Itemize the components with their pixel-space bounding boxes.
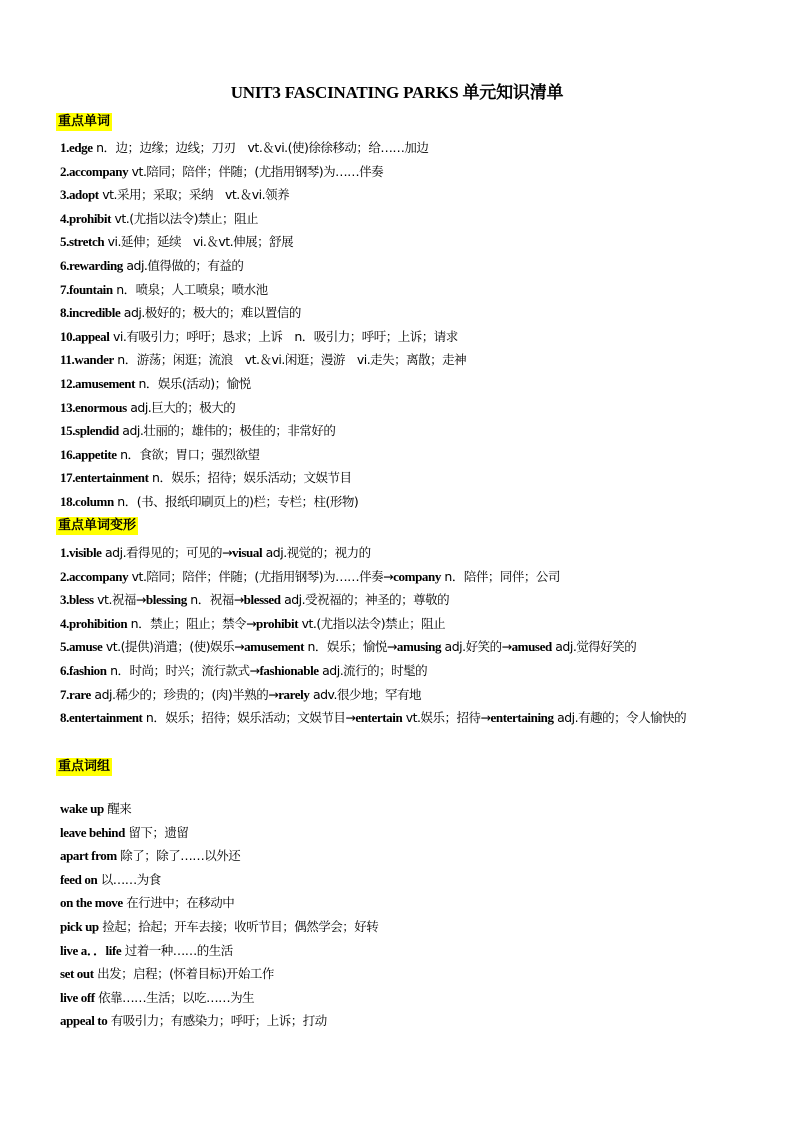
word-entry <box>60 419 750 443</box>
word-entry <box>60 278 750 302</box>
word-term: 15.splendid <box>60 423 119 439</box>
word-form-term: amusement <box>244 639 305 655</box>
word-entry <box>60 396 750 420</box>
word-entry <box>60 443 750 467</box>
word-form-text: n．娱乐；愉悦→ <box>304 639 397 655</box>
phrase-meaning: 捡起；拾起；开车去接；收听节目；偶然学会；好转 <box>98 918 379 934</box>
word-form-text: adj.觉得好笑的 <box>551 639 637 655</box>
word-definition: vi.延伸；延续 vi.＆vt.伸展；舒展 <box>104 234 294 250</box>
phrase-term: on the move <box>60 895 123 911</box>
word-form-term: 3.bless <box>60 592 94 608</box>
phrase-term: pick up <box>60 918 99 934</box>
word-term: 3.adopt <box>60 187 99 203</box>
phrase-term: feed on <box>60 871 98 887</box>
word-form-entry <box>60 635 750 659</box>
section-heading-key-words: 重点单词 <box>58 114 111 129</box>
word-definition: n．食欲；胃口；强烈欲望 <box>116 446 260 462</box>
word-definition: adj.巨大的；极大的 <box>126 399 236 415</box>
word-form-term: 1.visible <box>60 545 102 560</box>
word-form-term: 8.entertainment <box>60 710 143 726</box>
word-entry <box>60 490 750 514</box>
word-form-term: 2.accompany <box>60 568 129 584</box>
word-form-text: adj.好笑的→ <box>441 639 512 655</box>
word-form-text: vt.(提供)消遣；(使)娱乐→ <box>102 639 245 655</box>
phrase-meaning: 过着一种……的生活 <box>121 942 233 958</box>
word-term: 7.fountain <box>60 281 113 297</box>
word-form-term: prohibit <box>256 615 299 631</box>
phrase-term: live off <box>60 989 95 1005</box>
word-entry <box>60 372 750 396</box>
word-form-term: 6.fashion <box>60 662 107 678</box>
word-term: 18.column <box>60 493 114 509</box>
word-form-text: adj.看得见的；可见的→ <box>101 545 233 560</box>
word-definition: n．娱乐(活动)；愉悦 <box>135 375 251 391</box>
word-form-entry <box>60 659 750 683</box>
word-form-term: blessing <box>145 592 187 608</box>
word-entry <box>60 325 750 349</box>
word-entry <box>60 136 750 160</box>
word-form-text: vt.娱乐；招待→ <box>402 710 491 726</box>
word-form-text: n．时尚；时兴；流行款式→ <box>106 662 260 678</box>
word-term: 8.incredible <box>60 305 121 321</box>
word-term: 5.stretch <box>60 234 105 250</box>
word-definition: n．喷泉；人工喷泉；喷水池 <box>112 281 268 297</box>
word-form-text: adv.很少地；罕有地 <box>309 686 421 702</box>
word-term: 10.appeal <box>60 328 110 344</box>
word-definition: adj.值得做的；有益的 <box>122 257 244 273</box>
word-form-text: vt.祝福→ <box>93 592 146 608</box>
word-term: 11.wander <box>60 352 114 368</box>
phrase-term: appeal to <box>60 1013 108 1029</box>
word-form-entry <box>60 612 750 636</box>
word-form-text: adj.流行的；时髦的 <box>318 662 428 678</box>
word-definition: vt.采用；采取；采纳 vt.＆vi.领养 <box>98 187 290 203</box>
word-form-text: n．娱乐；招待；娱乐活动；文娱节目→ <box>142 710 356 726</box>
phrase-entry <box>60 1009 750 1033</box>
word-form-text: adj.稀少的；珍贵的；(肉)半熟的→ <box>90 686 279 702</box>
word-term: 1.edge <box>60 140 93 155</box>
word-entry <box>60 254 750 278</box>
phrase-entry <box>60 915 750 939</box>
word-form-entry <box>60 565 750 589</box>
phrase-entry <box>60 986 750 1010</box>
word-term: 17.entertainment <box>60 470 149 486</box>
phrase-term: leave behind <box>60 824 125 840</box>
word-form-term: amusing <box>396 639 442 655</box>
phrase-entry <box>60 821 750 845</box>
phrase-entry <box>60 939 750 963</box>
word-form-text: adj.受祝福的；神圣的；尊敬的 <box>280 592 450 608</box>
word-form-term: amused <box>511 639 552 655</box>
word-term: 4.prohibit <box>60 210 112 226</box>
word-form-term: rarely <box>278 686 310 702</box>
word-form-term: 4.prohibition <box>60 615 128 631</box>
word-form-text: vt.(尤指以法令)禁止；阻止 <box>298 615 446 631</box>
word-entry <box>60 348 750 372</box>
phrase-meaning: 留下；遗留 <box>124 824 189 840</box>
phrase-entry <box>60 962 750 986</box>
word-entry <box>60 160 750 184</box>
word-term: 16.appetite <box>60 446 117 462</box>
word-form-entry <box>60 683 750 707</box>
word-form-entry <box>60 588 750 612</box>
key-words-list <box>60 136 750 514</box>
word-definition: n．娱乐；招待；娱乐活动；文娱节目 <box>148 470 352 486</box>
word-form-text: n．陪伴；同伴；公司 <box>440 568 560 584</box>
word-term: 2.accompany <box>60 163 129 179</box>
word-form-text: vt.陪同；陪伴；伴随；(尤指用钢琴)为……伴奏→ <box>128 568 394 584</box>
phrase-entry <box>60 868 750 892</box>
word-form-term: fashionable <box>259 662 319 678</box>
word-forms-list <box>60 541 750 730</box>
word-definition: n．(书、报纸印刷页上的)栏；专栏；柱(形物) <box>113 493 359 509</box>
word-term: 12.amusement <box>60 375 135 391</box>
word-term: 6.rewarding <box>60 257 123 273</box>
word-definition: vi.有吸引力；呼吁；恳求；上诉 n．吸引力；呼吁；上诉；请求 <box>109 328 458 344</box>
word-definition: n．游荡；闲逛；流浪 vt.＆vi.闲逛；漫游 vi.走失；离散；走神 <box>113 352 467 368</box>
phrase-meaning: 在行进中；在移动中 <box>122 895 235 911</box>
word-form-term: visual <box>232 545 263 560</box>
phrase-term: set out <box>60 966 94 982</box>
word-form-text: n．禁止；阻止；禁令→ <box>127 615 257 631</box>
word-form-term: entertain <box>355 710 403 726</box>
word-definition: n．边；边缘；边线；刀刃 vt.＆vi.(使)徐徐移动；给……加边 <box>92 140 429 155</box>
word-entry <box>60 301 750 325</box>
phrase-entry <box>60 797 750 821</box>
word-term: 13.enormous <box>60 399 127 415</box>
phrase-meaning: 出发；启程；(怀着目标)开始工作 <box>93 966 274 982</box>
word-form-term: entertaining <box>490 710 554 726</box>
word-form-term: company <box>393 568 441 584</box>
section-heading-word-forms: 重点单词变形 <box>58 518 137 533</box>
word-entry <box>60 466 750 490</box>
word-form-term: 5.amuse <box>60 639 103 655</box>
key-phrases-list <box>60 797 750 1033</box>
word-entry <box>60 207 750 231</box>
word-form-entry <box>60 541 750 565</box>
section-heading-key-phrases: 重点词组 <box>58 759 111 774</box>
phrase-meaning: 醒来 <box>103 801 132 816</box>
phrase-entry <box>60 891 750 915</box>
word-form-text: adj.有趣的；令人愉快的 <box>553 710 687 726</box>
phrase-term: apart from <box>60 848 117 864</box>
phrase-meaning: 有吸引力；有感染力；呼吁；上诉；打动 <box>107 1013 327 1029</box>
page-title: UNIT3 FASCINATING PARKS 单元知识清单 <box>230 83 564 102</box>
word-form-term: 7.rare <box>60 686 91 702</box>
phrase-meaning: 依靠……生活；以吃……为生 <box>94 989 255 1005</box>
word-form-text: n．祝福→ <box>186 592 244 608</box>
word-definition: adj.壮丽的；雄伟的；极佳的；非常好的 <box>118 423 336 439</box>
word-definition: vt.(尤指以法令)禁止；阻止 <box>111 210 259 226</box>
phrase-meaning: 除了；除了……以外还 <box>116 848 241 864</box>
word-form-entry <box>60 706 750 730</box>
word-form-text: adj.视觉的；视力的 <box>262 545 371 560</box>
phrase-term: wake up <box>60 801 104 816</box>
word-definition: adj.极好的；极大的；难以置信的 <box>120 305 301 321</box>
word-entry <box>60 230 750 254</box>
phrase-meaning: 以……为食 <box>97 871 161 887</box>
word-form-term: blessed <box>243 592 281 608</box>
word-entry <box>60 183 750 207</box>
phrase-entry <box>60 844 750 868</box>
word-definition: vt.陪同；陪伴；伴随；(尤指用钢琴)为……伴奏 <box>128 163 384 179</box>
phrase-term: live a．．life <box>60 942 122 958</box>
